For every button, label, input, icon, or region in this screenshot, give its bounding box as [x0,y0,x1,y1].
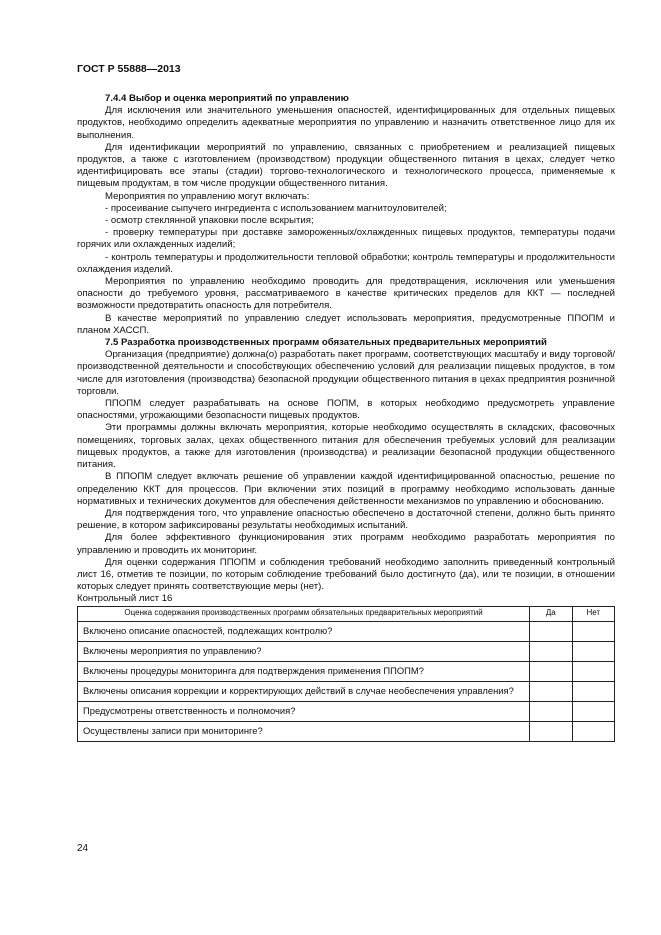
bullet-item: - проверку температуры при доставке замороженных/охлажденных пищевых продуктов, температуры подачи горячих или охлажденных изделий; [77,227,615,251]
yes-cell[interactable] [530,721,572,741]
no-cell[interactable] [572,621,614,641]
document-header: ГОСТ Р 55888—2013 [77,63,181,75]
no-cell[interactable] [572,681,614,701]
table-row [78,721,615,741]
table-row [78,701,615,721]
question-cell: Включены процедуры мониторинга для подтверждения применения ППОПМ? [78,661,530,681]
table-row [78,661,615,681]
table-row [78,621,615,641]
yes-cell[interactable] [530,621,572,641]
column-header-yes: Да [530,606,572,621]
paragraph: Для подтверждения того, что управление опасностью обеспечено в достаточной степени, должно быть принято решение, в котором зафиксированы результаты необходимых испытаний. [77,507,615,532]
paragraph: Эти программы должны включать мероприятия, которые необходимо осуществлять в складских, фасовочных помещениях, торговых залах, цехах общественного питания для обеспечения требуемых условий для реализации пищевых продуктов, а также для изготовления (производства) и реализации безопасной продукции общественного питания. [77,422,615,471]
paragraph: Для идентификации мероприятий по управлению, связанных с приобретением и реализацией пищевых продуктов, а также с изготовлением (производством) продукции общественного питания в цехах, следует четко идентифицировать все этапы (стадии) торгово-технологического и технологического процесса, применяемые к пищевым продуктам, в том числе продукции общественного питания. [77,141,615,190]
no-cell[interactable] [572,701,614,721]
no-cell[interactable] [572,641,614,661]
table-row [78,641,615,661]
paragraph: Организация (предприятие) должна(о) разработать пакет программ, соответствующих масштабу и виду торговой/производственной деятельности и способствующих обеспечению условий для реализации пищевых продуктов, в том числе для изготовления (производства) безопасной продукции общественного питания в цехах предприятия розничной торговли. [77,349,615,397]
paragraph: В качестве мероприятий по управлению следует использовать мероприятия, предусмотренные ППОПМ и планом ХАССП. [77,312,615,336]
question-cell: Включено описание опасностей, подлежащих контролю? [78,621,530,641]
yes-cell[interactable] [530,641,572,661]
bullet-item: - контроль температуры и продолжительности тепловой обработки; контроль температуры и продолжительности охлаждения изделий. [77,251,615,275]
bullet-item: - осмотр стеклянной упаковки после вскрытия; [105,215,314,227]
paragraph: Для исключения или значительного уменьшения опасностей, идентифицированных для отдельных пищевых продуктов, необходимо определить адекватные мероприятия по управлению и назначить ответственное лицо для их выполнения. [77,105,615,141]
question-cell: Осуществлены записи при мониторинге? [78,721,530,741]
question-cell: Включены мероприятия по управлению? [78,641,530,661]
checklist-table [77,606,615,742]
question-cell: Включены описания коррекции и корректирующих действий в случае необеспечения управления? [78,681,530,701]
no-cell[interactable] [572,721,614,741]
column-header-no: Нет [572,606,614,621]
paragraph: ППОПМ следует разрабатывать на основе ПОПМ, в которых необходимо предусмотреть управление опасностями, угрожающими безопасности пищевых продуктов. [77,398,615,422]
paragraph: Мероприятия по управлению необходимо проводить для предотвращения, исключения или уменьшения опасности до требуемого уровня, рассматриваемого в качестве критических пределов для ККТ — последней возможности предотвратить опасность для потребителя. [77,276,615,312]
column-header-question: Оценка содержания производственных программ обязательных предварительных мероприятий [78,606,530,621]
section-heading-7-4-4: 7.4.4 Выбор и оценка мероприятий по управлению [105,93,349,104]
checklist-caption: Контрольный лист 16 [77,593,173,605]
question-cell: Предусмотрены ответственность и полномочия? [78,701,530,721]
paragraph: Мероприятия по управлению могут включать: [105,190,310,202]
page-number: 24 [77,843,89,854]
table-header-row [78,606,615,621]
paragraph: Для более эффективного функционирования этих программ необходимо разработать мероприятия по управлению и проводить их мониторинг. [77,532,615,556]
table-row [78,681,615,701]
yes-cell[interactable] [530,661,572,681]
section-heading-7-5: 7.5 Разработка производственных программ обязательных предварительных мероприятий [105,337,547,349]
yes-cell[interactable] [530,681,572,701]
bullet-item: - просеивание сыпучего ингредиента с использованием магнитоуловителей; [105,202,447,214]
yes-cell[interactable] [530,701,572,721]
document-body [77,93,615,742]
no-cell[interactable] [572,661,614,681]
paragraph: Для оценки содержания ППОПМ и соблюдения требований необходимо заполнить приведенный контрольный лист 16, отметив те позиции, по которым соблюдение требований было достигнуто (да), или те позиции, в отношении которых следует принять соответствующие меры (нет). [77,556,615,593]
paragraph: В ППОПМ следует включать решение об управлении каждой идентифицированной опасностью, решение по определению ККТ для процессов. При включении этих позиций в программу необходимо использовать данные нормативных и технических документов для обеспечения действенности механизмов по управлению и обоснованию. [77,471,615,507]
